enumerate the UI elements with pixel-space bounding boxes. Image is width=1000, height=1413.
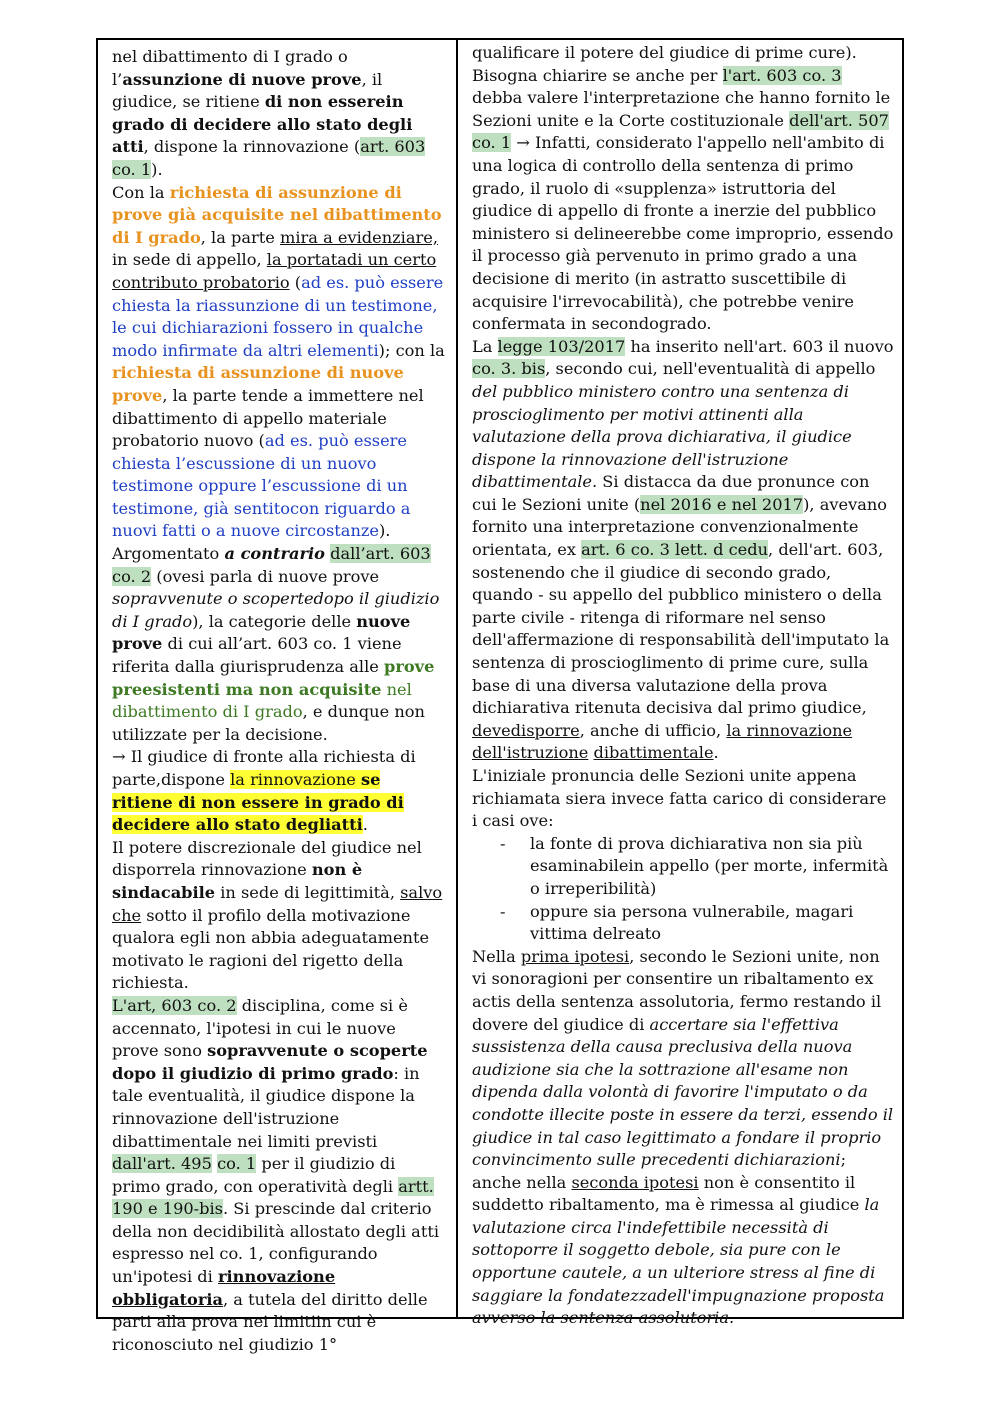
text: Nella — [472, 946, 521, 966]
bold-text: non è sindacabile — [112, 860, 363, 902]
text: sotto il profilo della motivazione qualora egli non abbia adeguatamente motivato le ragioni del rigetto della richiesta. — [112, 905, 430, 993]
text: ), la categorie delle — [192, 611, 357, 631]
right-paragraph-4 — [472, 946, 894, 1330]
text: , dell'art. 603, sostenendo che il giudice di secondo grado, quando - su appello del pubblico ministero o della parte civile - ritenga di riformare nel senso dell'affermazione di responsabilità dell'imputato la sentenza di proscioglimento di prime cure, sulla base di una diversa valutazione della prova dichiarativa ritenuta decisiva dal primo giudice, — [472, 540, 890, 718]
cases-list — [472, 833, 894, 946]
text: , il giudice, se ritiene — [112, 69, 383, 112]
text: . Si prescinde dal criterio della non decidibilità allostato degli atti espresso nel co. 1, configurando un'ipotesi di — [112, 1199, 440, 1287]
right-column — [458, 40, 902, 1328]
bold-text: assunzione di nuove prove — [122, 69, 362, 89]
green-highlight: dell'art. 507 co. 1 — [472, 110, 889, 153]
text: nel dibattimento di I grado o l’ — [112, 47, 348, 89]
underlined-text: la rinnovazione dell'istruzione — [472, 720, 853, 763]
green-highlight: legge 103/2017 — [497, 336, 626, 356]
text: , a tutela del diritto delle parti alla prova nei limitiin cui è riconosciuto nel giudizio 1° — [112, 1289, 428, 1354]
text: Argomentato — [112, 544, 225, 564]
text: ; anche nella — [472, 1150, 847, 1192]
green-text: nel dibattimento di I grado — [112, 679, 412, 722]
text: , la parte — [200, 227, 281, 247]
text: , e dunque non utilizzate per la decisione. — [112, 702, 425, 744]
italic-text: la valutazione circa l'indefettibile necessità di sottoporre il soggetto debole, sia pure con le opportune cautele, a un ulteriore stress al fine di saggiare la fondatezzadell'impugnazione proposta avverso la sentenza assolutoria. — [472, 1195, 885, 1328]
green-highlight: co. 1 — [217, 1154, 257, 1174]
two-column-table — [96, 38, 904, 1354]
left-paragraph-2 — [112, 182, 446, 544]
left-paragraph-1 — [112, 46, 446, 182]
text: , anche di ufficio, — [579, 720, 727, 740]
text: . — [362, 815, 368, 835]
underlined-text: la portatadi un certo contributo probatorio — [112, 250, 437, 292]
green-highlight: dall'art. 495 — [112, 1154, 212, 1174]
orange-text: richiesta di assunzione di prove già acquisite nel dibattimento di I grado — [112, 182, 442, 247]
text: Con la — [112, 182, 170, 202]
right-paragraph-2 — [472, 336, 894, 765]
green-highlight: l'art. 603 co. 3 — [722, 65, 842, 85]
italic-text: del pubblico ministero contro una sentenza di proscioglimento per motivi attinenti alla valutazione della prova dichiarativa, il giudice dispone la rinnovazione dell'istruzione dibattimentale. — [472, 381, 852, 492]
underlined-text: dibattimentale — [593, 743, 714, 763]
underlined-text: salvo che — [112, 882, 443, 925]
right-paragraph-3: L'iniziale pronuncia delle Sezioni unite appena richiamata siera invece fatta carico di considerare i casi ove: — [472, 766, 887, 831]
left-paragraph-4 — [112, 746, 446, 836]
underlined-text: seconda ipotesi — [571, 1172, 699, 1192]
text: di cui all’art. 603 co. 1 viene riferita dalla giurisprudenza alle — [112, 634, 402, 677]
text: , la parte tende a immettere nel dibattimento di appello materiale probatorio nuovo ( — [112, 385, 424, 451]
bold-underlined-text: rinnovazione obbligatoria — [112, 1267, 336, 1309]
text: Si distacca da due pronunce con cui le Sezioni unite ( — [472, 472, 870, 514]
text: in sede di legittimità, — [215, 882, 401, 902]
green-bold-text: prove preesistenti ma non acquisite — [112, 657, 435, 699]
underlined-text: devedisporre — [472, 720, 580, 740]
text: Il potere discrezionale del giudice nel disporrela rinnovazione — [112, 837, 422, 880]
text: . — [713, 743, 719, 763]
left-paragraph-5 — [112, 837, 446, 995]
list-item: - oppure sia persona vulnerabile, magari vittima delreato — [500, 901, 894, 946]
italic-text: sopravvenute o scopertedopo il giudizio di I grado — [112, 589, 440, 631]
text: ). — [378, 521, 391, 541]
green-highlight: co. 3. bis — [472, 359, 546, 379]
bold-italic-text: a contrario — [224, 544, 325, 564]
bold-text: di non esserein grado di decidere allo stato degli atti — [112, 92, 413, 157]
text: in sede di appello, — [112, 250, 267, 270]
green-highlight: artt. 190 e 190-bis — [112, 1176, 434, 1219]
text: ); con la — [378, 340, 445, 360]
text: , dispone la rinnovazione ( — [143, 137, 361, 157]
orange-text: richiesta di assunzione di nuove prove — [112, 363, 404, 405]
green-highlight: art. 6 co. 3 lett. d cedu — [581, 540, 769, 560]
green-highlight: L'art, 603 co. 2 — [112, 995, 237, 1015]
text: → Infatti, considerato l'appello nell'ambito di una logica di controllo della sentenza di primo grado, il ruolo di «supplenza» istruttoria del giudice di appello di fronte a inerzie del pubblico ministero si delineerebbe come improprio, essendo il processo già pervenuto in primo grado a una decisione di merito (in astratto suscettibile di acquisire l'irrevocabilità), che potrebbe venire confermata in secondogrado. — [472, 133, 894, 334]
text: : in tale eventualità, il giudice dispone la rinnovazione dell'istruzione dibattimentale nei limiti previsti — [112, 1063, 420, 1151]
yellow-highlight: la rinnovazione — [230, 770, 356, 789]
text: , secondo le Sezioni unite, non vi sonoragioni per consentire un ribaltamento ex actis della sentenza assolutoria, fermo restando il dovere del giudice di — [472, 946, 882, 1034]
text: disciplina, come si è accennato, l'ipotesi in cui le nuove prove sono — [112, 995, 408, 1061]
blue-example: ad es. può essere chiesta la riassunzione di un testimone, le cui dichiarazioni fossero in qualche modo infirmate da altri elementi — [112, 272, 444, 360]
left-column — [98, 40, 458, 1354]
right-paragraph-1 — [472, 42, 894, 336]
italic-text: accertare sia l'effettiva sussistenza della causa preclusiva della nuova audizione sia che la sottrazione all'esame non dipenda dalla volontà di favorire l'imputato o da condotte illecite poste in essere da terzi, essendo il giudice in tal caso legittimato a fondare il proprio convincimento sulle precedenti dichiarazioni — [472, 1014, 894, 1170]
text: qualificare il potere del giudice di prime cure). Bisogna chiarire se anche per — [472, 43, 857, 85]
blue-example: ad es. può essere chiesta l’escussione di un nuovo testimone oppure l’escussione di un testimone, già sentitocon riguardo a nuovi fatti o a nuove circostanze — [112, 431, 411, 541]
text: non è consentito il suddetto ribaltamento, ma è rimessa al giudice — [472, 1172, 865, 1215]
text: ). — [151, 159, 163, 179]
list-item: - la fonte di prova dichiarativa non sia più esaminabilein appello (per morte, infermità o irreperibilità) — [500, 833, 894, 901]
bold-text: nuove prove — [112, 611, 411, 654]
text: ha inserito nell'art. 603 il nuovo — [625, 336, 894, 356]
underlined-text: mira a evidenziare, — [280, 227, 438, 247]
text: La — [472, 336, 498, 356]
green-highlight: art. 603 co. 1 — [112, 137, 426, 179]
text: per il giudizio di primo grado, con operatività degli — [112, 1154, 399, 1196]
text: → Il giudice di fronte alla richiesta di parte,dispone — [112, 747, 416, 789]
left-paragraph-3 — [112, 543, 446, 746]
left-paragraph-6 — [112, 995, 446, 1357]
underlined-text: prima ipotesi — [520, 946, 630, 966]
text: debba valere l'interpretazione che hanno fornito le Sezioni unite e la Corte costituzionale — [472, 88, 891, 130]
text: (ovesi parla di nuove prove — [151, 566, 380, 586]
text: ), avevano fornito una interpretazione convenzionalmente orientata, ex — [472, 494, 888, 560]
green-highlight: nel 2016 e nel 2017 — [640, 494, 804, 514]
text: , secondo cui, nell'eventualità di appello — [545, 359, 876, 379]
yellow-highlight-bold: se ritiene di non essere in grado di decidere allo stato degliatti — [112, 770, 404, 835]
text: ( — [289, 272, 302, 292]
bold-text: sopravvenute o scoperte dopo il giudizio di primo grado — [112, 1041, 428, 1083]
green-highlight: dall’art. 603 co. 2 — [112, 544, 431, 586]
